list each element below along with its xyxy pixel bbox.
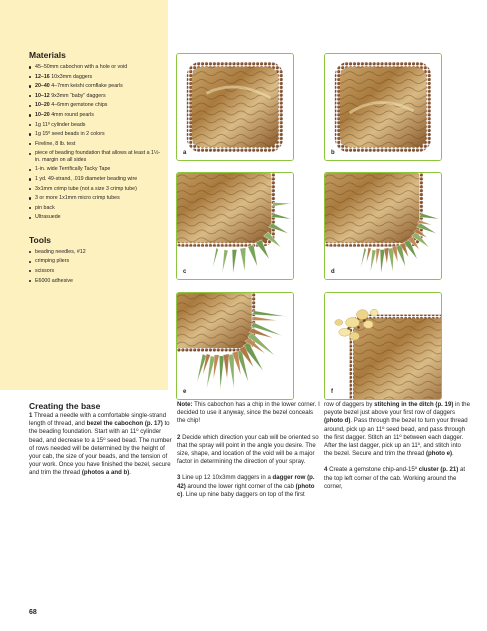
step-3-continued	[324, 401, 470, 458]
sidebar-content	[29, 50, 163, 287]
photo-d-label: d	[331, 269, 335, 275]
step-3-text: Line up 12 10x3mm daggers in a	[180, 474, 273, 482]
step-2-text: Decide which direction your cab will be oriented so that the spray will point in the angle you desire. The size, shape, and location of the void will be a major factor in determining the direction of your spray.	[177, 433, 319, 466]
text-column-3	[324, 401, 470, 499]
materials-heading: Materials	[29, 50, 66, 60]
materials-item-text: 1g 15º seed beads in 2 colors	[35, 131, 105, 138]
materials-item	[29, 102, 163, 108]
text-column-2	[177, 401, 323, 507]
materials-item	[29, 83, 163, 89]
materials-item-text: 3 or more 1x1mm micro crimp tubes	[35, 195, 120, 202]
materials-item	[29, 166, 163, 172]
materials-item	[29, 186, 163, 192]
materials-item	[29, 122, 163, 128]
step-2	[177, 434, 323, 467]
note-label: Note:	[177, 401, 193, 408]
step-1-number: 1	[29, 412, 33, 419]
materials-item-qty: 10–20	[35, 111, 50, 118]
materials-item-qty: 12–16	[35, 73, 50, 80]
step-3c-photo-ref-2: (photo e)	[425, 450, 453, 458]
materials-item	[29, 205, 163, 211]
materials-item-text: Fireline, 8 lb. test	[35, 140, 76, 147]
materials-item	[29, 93, 163, 99]
step-3c-end: .	[452, 450, 454, 458]
photo-a-label: a	[183, 150, 187, 156]
materials-item-qty: 10–20	[35, 102, 50, 109]
tools-item: E6000 adhesive	[29, 278, 163, 284]
materials-item	[29, 74, 163, 80]
section-heading: Creating the base	[29, 401, 101, 411]
photo-a	[176, 53, 294, 161]
step-1-text: Thread a needle with a comfortable single-strand length of thread, and	[29, 412, 167, 428]
step-4-text-2: at the top left corner of the cab. Working around the corner,	[324, 466, 466, 490]
tools-list	[29, 249, 163, 284]
step-2-number: 2	[177, 433, 181, 441]
materials-item	[29, 195, 163, 201]
materials-item-text: 45–50mm cabochon with a hole or void	[35, 64, 128, 70]
materials-item	[29, 214, 163, 220]
text-column-1	[29, 401, 175, 486]
materials-item-text: 4–6mm gemstone chips	[49, 102, 108, 109]
materials-item	[29, 141, 163, 147]
materials-item-text: piece of beading foundation that allows at least a 1½-in. margin on all sides	[35, 150, 161, 163]
materials-item-text: 1 yd. 49-strand, .019 diameter beading wire	[35, 175, 138, 182]
tools-item: scissors	[29, 268, 163, 274]
step-3	[177, 474, 323, 499]
page-number: 68	[29, 609, 37, 616]
photo-d	[324, 172, 442, 280]
step-3-text-2: around the lower right corner of the cab	[185, 482, 296, 490]
tools-item: beading needles, #12	[29, 249, 163, 255]
step-3c-photo-ref: (photo d)	[324, 417, 351, 425]
materials-item-text: Ultrasuede	[35, 214, 61, 221]
step-3c-text-2: in the peyote bezel just above your first row of daggers	[324, 401, 470, 417]
materials-item	[29, 64, 163, 70]
step-3-ref: dagger row (p. 42)	[177, 474, 315, 490]
photo-c-label: c	[183, 269, 187, 275]
materials-item	[29, 131, 163, 137]
photo-f-label: f	[331, 389, 333, 395]
materials-item-text: 1-in. wide Terrifically Tacky Tape	[35, 166, 111, 173]
materials-item-text: 9x3mm “baby” daggers	[49, 92, 106, 99]
materials-item-text: 10x3mm daggers	[49, 73, 93, 80]
step-1	[29, 412, 175, 478]
photo-b-label: b	[331, 150, 335, 156]
step-3c-text: row of daggers by	[324, 401, 375, 408]
step-4-number: 4	[324, 466, 328, 474]
step-4-text: Create a gemstone chip-and-15º	[327, 466, 419, 474]
materials-item-text: pin back	[35, 204, 55, 211]
note-text: This cabochon has a chip in the lower corner. I decided to use it anyway, since the bezel conceals the chip!	[177, 401, 320, 425]
step-3-number: 3	[177, 474, 181, 482]
materials-sidebar	[0, 0, 168, 390]
photo-e	[176, 292, 294, 400]
materials-item-text: 4–7mm keishi cornflake pearls	[49, 83, 123, 90]
step-1-text-2: to the beading foundation. Start with an 11º cylinder bead, and decrease to a 15º seed bead. The number of rows needed will be determined by the height of your cab, the size of your beads, and the tension of your work. Once you have finished the bezel, secure and trim the thread	[29, 420, 172, 477]
photo-f	[324, 292, 442, 400]
materials-item-text: 3x1mm crimp tube (not a size 3 crimp tube)	[35, 185, 137, 192]
photo-c	[176, 172, 294, 280]
step-1-ref: bezel the cabochon (p. 17)	[86, 420, 163, 428]
materials-item-qty: 10–12	[35, 92, 50, 99]
step-4	[324, 466, 470, 491]
materials-item-text: 1g 11º cylinder beads	[35, 121, 86, 128]
step-3-photo-ref: (photo c)	[177, 482, 315, 498]
materials-item	[29, 112, 163, 118]
materials-list	[29, 64, 163, 221]
photo-b	[324, 53, 442, 161]
materials-item	[29, 176, 163, 182]
step-3-text-3: . Line up nine baby daggers on top of the first	[182, 490, 305, 498]
step-1-end: .	[129, 469, 131, 477]
photo-e-label: e	[183, 389, 187, 395]
materials-item	[29, 150, 163, 163]
step-1-photo-ref: (photos a and b)	[81, 469, 130, 477]
step-3c-ref: stitching in the ditch (p. 19)	[374, 401, 454, 408]
tools-item: crimping pliers	[29, 258, 163, 264]
materials-item-qty: 20–40	[35, 83, 50, 90]
tools-heading: Tools	[29, 234, 52, 245]
materials-item-text: 4mm round pearls	[49, 111, 94, 118]
step-3c-text-3: . Pass through the bezel to turn your thread around, pick up an 11º seed bead, and pass through the first dagger. Stitch an 11º between each dagger. After the last dagger, pick up an 11º, and stitch into the bezel. Secure and trim the thread	[324, 417, 468, 458]
step-4-ref: cluster (p. 21)	[418, 466, 459, 474]
note	[177, 401, 323, 426]
